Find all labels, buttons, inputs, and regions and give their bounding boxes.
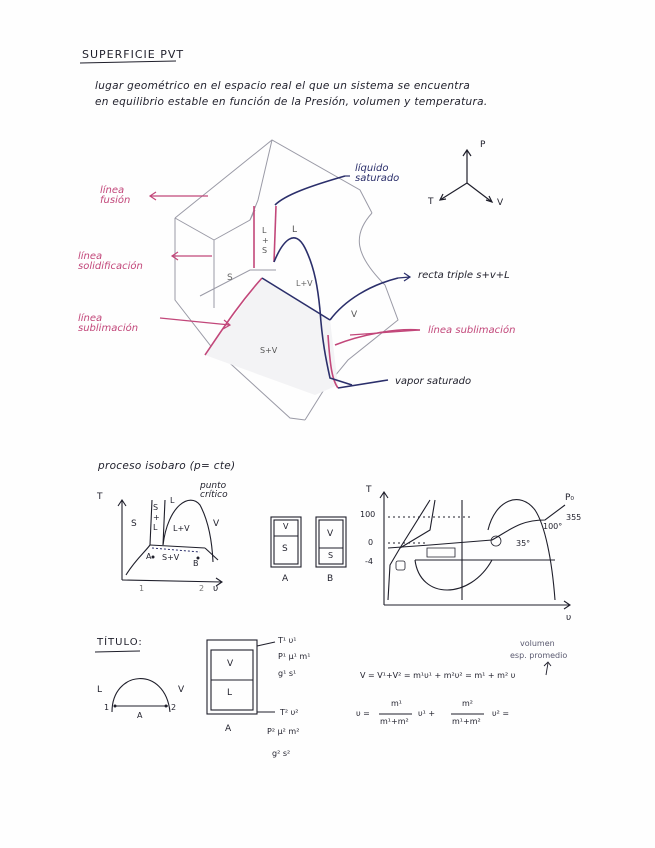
isobaric-tick-1: 1 [139, 584, 145, 593]
isobaric-point-a: A [146, 552, 152, 561]
water-tick-neg4: -4 [365, 557, 373, 566]
region-l-plus-s: L + S [262, 226, 269, 255]
titulo-props-1-line-2: P¹ μ¹ m¹ [278, 652, 311, 661]
titulo-props-2-line-2: P² μ² m² [267, 727, 300, 736]
label-linea-sublimacion-right: línea sublimación [428, 325, 516, 336]
water-axis-t: T [366, 485, 372, 495]
axis-t-label: T [428, 197, 434, 207]
definition-line-2: en equilibrio estable en función de la Presión, volumen y temperatura. [95, 96, 488, 108]
isobaric-region-l-plus-v: L+V [173, 524, 190, 533]
page-title: SUPERFICIE PVT [82, 48, 185, 61]
titulo-label-l: L [97, 685, 103, 695]
titulo-props-1-line-3: g¹ s¹ [278, 669, 297, 678]
equation-2-frac1-den: m¹+m² [380, 717, 409, 726]
water-label-35-deg: 35° [516, 539, 531, 548]
isobaric-region-s-plus-l: S + L [153, 503, 160, 532]
water-tick-0: 0 [368, 538, 374, 547]
region-l-plus-v: L+V [296, 279, 313, 288]
water-label-p0: P₀ [565, 493, 575, 503]
isobaric-point-b: B [193, 559, 199, 568]
note-volumen: volumen [520, 639, 555, 648]
equation-2-lhs: υ = [356, 709, 370, 718]
titulo-piston-top: V [227, 659, 234, 669]
axis-p-label: P [480, 140, 486, 150]
piston-a-caption: A [282, 574, 289, 584]
equation-2-mid: υ¹ + [418, 709, 436, 718]
water-axis-v: υ [566, 613, 572, 623]
equation-volume: V = V¹+V² = m¹υ¹ + m²υ² = m¹ + m² υ [360, 671, 516, 680]
isobaric-region-s-plus-v: S+V [162, 553, 180, 562]
label-punto-critico: punto crítico [200, 481, 228, 500]
equation-2-frac1-num: m¹ [391, 699, 402, 708]
titulo-point-1: 1 [104, 703, 110, 712]
label-linea-solidificacion: línea solidificación [78, 251, 143, 272]
label-liquido-saturado: líquido saturado [355, 163, 400, 184]
water-label-100-deg: 100° [543, 522, 563, 531]
equation-2-frac2-den: m¹+m² [452, 717, 481, 726]
label-linea-sublimacion-left: línea sublimación [78, 313, 139, 334]
region-s: S [227, 273, 233, 283]
titulo-point-2: 2 [171, 703, 177, 712]
isobaric-region-s: S [131, 519, 137, 529]
axis-v-label: V [497, 198, 504, 208]
note-esp-promedio: esp. promedio [510, 651, 568, 660]
region-l: L [292, 225, 298, 235]
isobaric-axis-t: T [97, 492, 103, 502]
label-recta-triple: recta triple s+v+L [418, 270, 510, 281]
isobaric-heading: proceso isobaro (p= cte) [98, 460, 236, 472]
titulo-point-a: A [137, 711, 143, 720]
region-s-plus-v: S+V [260, 346, 278, 355]
region-v: V [351, 310, 358, 320]
isobaric-region-v: V [213, 519, 220, 529]
piston-b-top-label: V [327, 529, 334, 539]
titulo-label-v: V [178, 685, 185, 695]
titulo-props-2-line-1: T² υ² [280, 708, 299, 717]
titulo-props-2-line-3: g² s² [272, 749, 291, 758]
piston-a-bottom-label: S [282, 544, 288, 554]
piston-a-top-label: V [283, 522, 289, 531]
piston-b-bottom-label: S [328, 551, 334, 560]
label-vapor-saturado: vapor saturado [395, 376, 472, 387]
titulo-piston-bottom: L [227, 688, 233, 698]
isobaric-region-l: L [170, 496, 175, 505]
isobaric-axis-v: υ [213, 584, 219, 594]
piston-b-caption: B [327, 574, 334, 584]
titulo-props-1-line-1: T¹ υ¹ [278, 636, 297, 645]
label-linea-fusion: línea fusión [100, 185, 131, 206]
equation-2-end: υ² = [492, 709, 510, 718]
equation-2-frac2-num: m² [462, 699, 473, 708]
titulo-heading: TÍTULO: [97, 637, 143, 648]
isobaric-tick-2: 2 [199, 584, 205, 593]
water-tick-100: 100 [360, 510, 376, 519]
definition-line-1: lugar geométrico en el espacio real el que un sistema se encuentra [95, 80, 471, 92]
titulo-piston-caption: A [225, 724, 232, 734]
water-label-355: 355 [566, 513, 582, 522]
